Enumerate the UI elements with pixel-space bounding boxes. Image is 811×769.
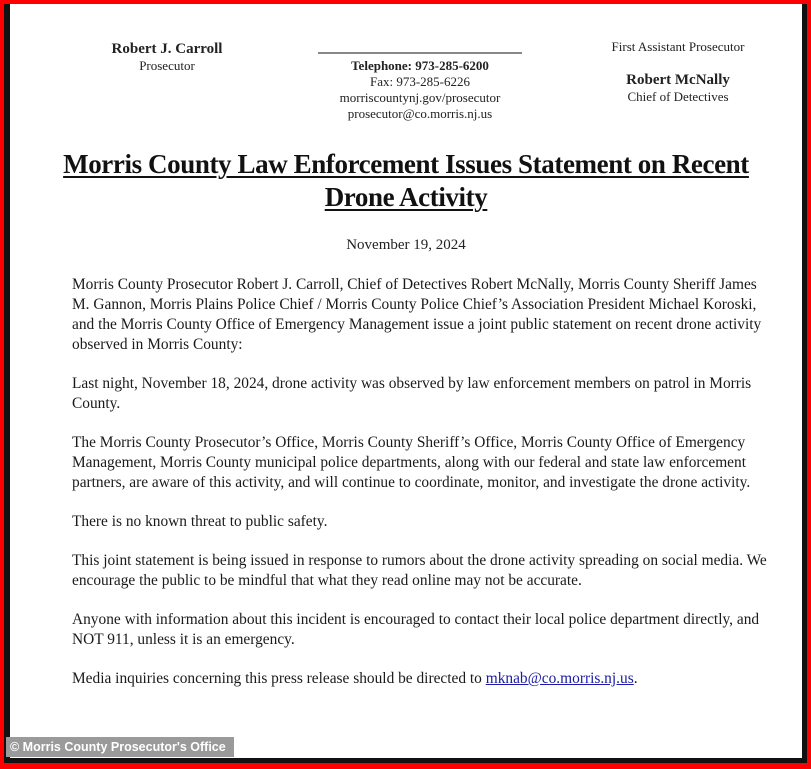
telephone: Telephone: 973-285-6200 (351, 58, 489, 73)
letterhead-contact (318, 52, 522, 122)
paragraph: Anyone with information about this incident is encouraged to contact their local police department directly, and NOT 911, unless it is an emergency. (72, 611, 760, 648)
image-credit: © Morris County Prosecutor's Office (6, 737, 234, 757)
paragraph: This joint statement is being issued in response to rumors about the drone activity spreading on social media. We encourage the public to be mindful that what they read online may not be accurate. (72, 552, 767, 589)
image-frame (4, 4, 807, 763)
prosecutor-role: Prosecutor (139, 58, 195, 73)
statement-body (72, 275, 772, 708)
paragraph: There is no known threat to public safety. (72, 513, 328, 530)
paragraph: The Morris County Prosecutor’s Office, Morris County Sheriff’s Office, Morris County Office of Emergency Management, Morris County municipal police departments, along with our federal and state law enforcement partners, are aware of this activity, and will continue to coordinate, monitor, and investigate the drone activity. (72, 434, 751, 491)
press-release-page (10, 4, 802, 758)
release-date: November 19, 2024 (346, 237, 466, 253)
letterhead-chief (598, 39, 758, 105)
fax: Fax: 973-285-6226 (369, 74, 471, 89)
letterhead-divider (318, 52, 522, 54)
period: . (633, 670, 638, 687)
paragraph: Last night, November 18, 2024, drone activity was observed by law enforcement members on patrol in Morris County. (72, 375, 752, 412)
contact-email: prosecutor@co.morris.nj.us (347, 106, 493, 121)
paragraph: Morris County Prosecutor Robert J. Carroll, Chief of Detectives Robert McNally, Morris County Sheriff James M. Gannon, Morris Plains Police Chief / Morris County Police Chief’s Association President Michael Koroski, and the Morris County Office of Emergency Management issue a joint public statement on recent drone activity observed in Morris County: (72, 276, 762, 353)
media-inquiries-text: Media inquiries concerning this press release should be directed to (72, 670, 486, 687)
chief-role: Chief of Detectives (627, 89, 729, 104)
page-title: Morris County Law Enforcement Issues Statement on Recent Drone Activity (63, 149, 749, 212)
chief-name: Robert McNally (626, 72, 730, 88)
media-email-link[interactable]: mknab@co.morris.nj.us (485, 670, 634, 687)
first-assistant-label: First Assistant Prosecutor (611, 39, 745, 54)
website: morriscountynj.gov/prosecutor (339, 90, 501, 105)
letterhead-prosecutor (92, 40, 242, 74)
media-inquiries (72, 669, 772, 689)
prosecutor-name: Robert J. Carroll (111, 41, 223, 57)
